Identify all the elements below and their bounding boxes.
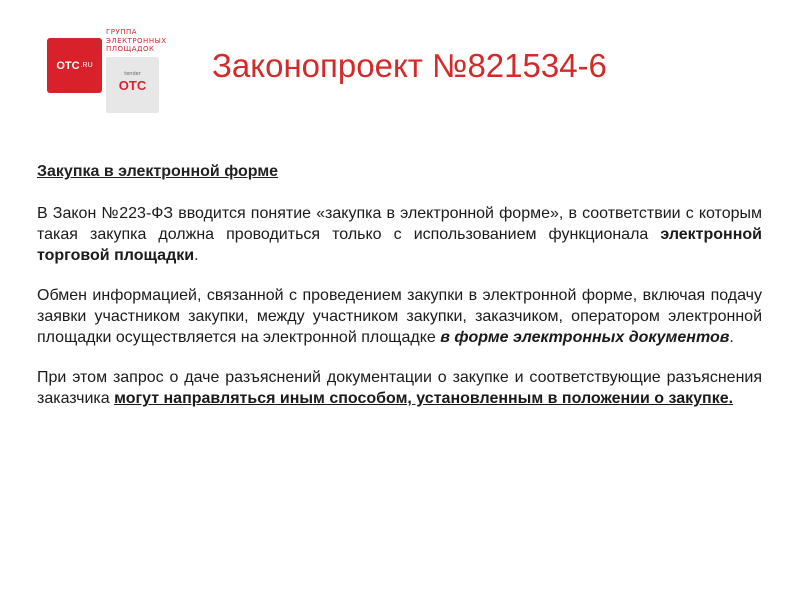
paragraph-2 <box>37 285 762 348</box>
section-heading: Закупка в электронной форме <box>37 163 279 180</box>
paragraph-3-text: При этом запрос о даче разъяснений документации о закупке и соответствующие разъяснения заказчика <box>37 369 762 407</box>
tender-otc-logo <box>106 57 159 113</box>
tender-logo-caption: tender <box>124 71 141 77</box>
paragraph-2-text: Обмен информацией, связанной с проведением закупки в электронной форме, включая подачу заявки участником закупки, между участником закупки, заказчиком, оператором электронной площадки осуществляется на электронной площадке <box>37 287 762 346</box>
paragraph-2-bold-italic: в форме электронных документов <box>440 329 730 346</box>
paragraph-1-end: . <box>194 247 199 264</box>
paragraph-1-text: В Закон №223-ФЗ вводится понятие «закупка в электронной форме», в соответствии с которым такая закупка должна проводиться только с использованием функционала <box>37 205 762 243</box>
paragraph-1-bold: электронной торговой площадки <box>37 226 762 264</box>
tender-logo-text: OTC <box>118 78 147 93</box>
otc-logo-text: OTC <box>56 59 80 72</box>
paragraph-3-bold-underline: могут направляться иным способом, установленным в положении о закупке. <box>114 390 734 407</box>
otc-logo-suffix: .RU <box>80 62 93 69</box>
logo-group-caption: ГРУППА ЭЛЕКТРОННЫХ ПЛОЩАДОК <box>106 28 167 53</box>
otc-logo <box>47 38 102 93</box>
paragraph-1 <box>37 203 762 266</box>
paragraph-2-end: . <box>729 329 734 346</box>
document-body <box>37 161 762 428</box>
page-title: Законопроект №821534-6 <box>212 47 607 84</box>
paragraph-3 <box>37 367 762 409</box>
